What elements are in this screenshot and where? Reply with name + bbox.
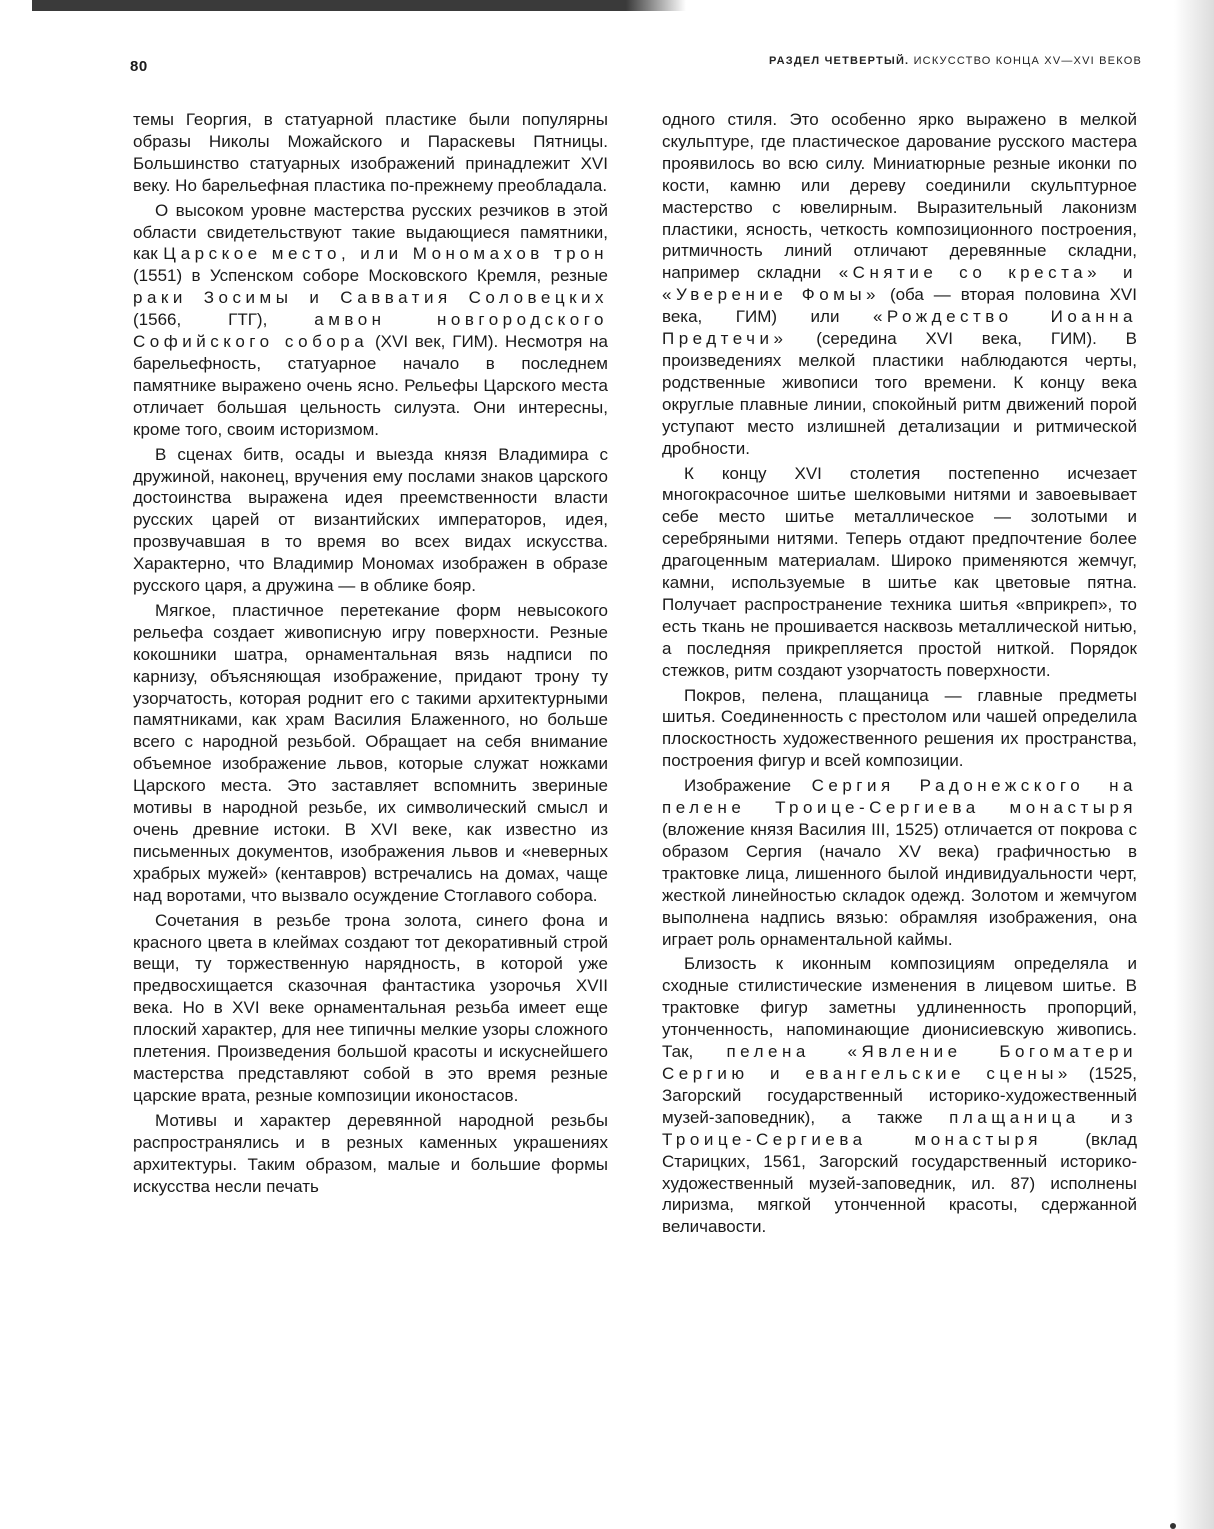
body-text: Мотивы и характер деревянной народной резьбы распространялись и в резных каменных украшениях архитектуры. Таким образом, малые и большие формы искусства несли печать xyxy=(133,1110,608,1196)
page-number: 80 xyxy=(130,58,148,75)
paragraph xyxy=(133,444,608,597)
body-text: Сочетания в резьбе трона золота, синего фона и красного цвета в клеймах создают тот декоративный строй вещи, ту торжественную нарядность, в которой уже предвосхищается сказочная фантастика узорочья XVII века. Но в XVI веке орнаментальная резьба имеет еще плоский характер, для нее типичны мелкие узоры сложного плетения. Произведения большой красоты и искуснейшего мастерства представляют собой в это время резные царские врата, резные композиции иконостасов. xyxy=(133,910,608,1105)
body-text: (вложение князя Василия III, 1525) отличается от покрова с образом Сергия (начало XV века) графичностью в трактовке лица, лишенного былой индивидуальности черт, жесткой линейностью складок одежд. Золотом и жемчугом выполнена надпись вязью: обрамляя изображения, она играет роль орнаментальной каймы. xyxy=(662,820,1137,949)
body-text: (1525, Загорский государственный историко-художественный музей-заповедник), а также xyxy=(662,1063,1137,1127)
body-text: О высоком уровне мастерства русских резчиков в этой области свидетельствуют такие выдающиеся памятники, как xyxy=(133,200,608,264)
scan-top-edge xyxy=(32,0,626,11)
body-text: (XVI век, ГИМ). Несмотря на барельефность, статуарное начало в последнем памятнике выражено очень ясно. Рельефы Царского места отличает большая цельность силуэта. Они интересны, кроме того, своим историзмом. xyxy=(133,332,608,439)
spaced-title-text: пелена «Явление Богоматери Сергию и евангельские сцены» xyxy=(662,1042,1137,1083)
spaced-title-text: амвон новгородского Софийского собора xyxy=(133,310,608,352)
paragraph xyxy=(133,200,608,441)
body-text: (1551) в Успенском соборе Московского Кремля, резные xyxy=(133,266,608,286)
paragraph xyxy=(133,910,608,1107)
spaced-title-text: «Рождество Иоанна Предтечи» xyxy=(662,307,1137,349)
spaced-title-text: плащаница из Троице-Сергиева монастыря xyxy=(662,1107,1137,1149)
scan-corner-mark xyxy=(1170,1523,1176,1529)
body-text: Изображение xyxy=(684,776,812,796)
spaced-title-text: Царское место, или Мономахов трон xyxy=(163,244,608,264)
body-text: Покров, пелена, плащаница — главные предметы шитья. Соединенность с престолом или чашей определила плоскостность художественного решения их пространства, построения фигур и всей композиции. xyxy=(662,685,1137,771)
paragraph xyxy=(133,1110,608,1198)
body-text: одного стиля. Это особенно ярко выражено в мелкой скульптуре, где пластическое дарование русского мастера проявилось во всю силу. Миниатюрные резные иконки по кости, камню или дереву соединили скульптурное мастерство с ювелирным. Выразительный лаконизм пластики, ясность, четкость композиционного построения, ритмичность линий отличают деревянные складни, например складни xyxy=(662,110,1137,283)
page-binding-shadow xyxy=(1174,0,1214,1529)
body-text: Близость к иконным композициям определяла и сходные стилистические изменения в лицевом шитье. В трактовке фигур заметны удлиненность пропорций, утонченность, напоминающие дионисиевскую живопись. Так, xyxy=(662,954,1137,1062)
body-text: К концу XVI столетия постепенно исчезает многокрасочное шитье шелковыми нитями и завоевывает себе место шитье металлическое — золотыми и серебряными нитями. Теперь отдают предпочтение более драгоценным материалам. Широко применяются жемчуг, камни, используемые в шитье как цветовые пятна. Получает распространение техника шитья «вприкреп», то есть ткань не прошивается насквозь металлической нитью, а последняя прикрепляется простой ниткой. Порядок стежков, ритм создают узорчатость поверхности. xyxy=(662,463,1137,680)
paragraph xyxy=(662,953,1137,1238)
running-head-section: РАЗДЕЛ ЧЕТВЕРТЫЙ. xyxy=(769,55,910,67)
body-text: (вклад Старицких, 1561, Загорский государственный историко-художественный музей-заповедник, ил. 87) исполнены лиризма, мягкой утонченной красоты, сдержанной величавости. xyxy=(662,1129,1137,1237)
left-text-column xyxy=(133,109,608,1197)
spaced-title-text: Сергия Радонежского на пелене Троице-Сергиева монастыря xyxy=(662,776,1138,818)
body-text: (1566, ГТГ), xyxy=(133,310,315,330)
paragraph xyxy=(662,463,1137,682)
running-head xyxy=(769,55,1142,67)
paragraph xyxy=(133,600,608,907)
scan-top-edge-fade xyxy=(626,0,686,11)
paragraph xyxy=(662,685,1137,773)
paragraph xyxy=(133,109,608,197)
body-text: темы Георгия, в статуарной пластике были популярны образы Николы Можайского и Параскевы Пятницы. Большинство статуарных изображений принадлежит XVI веку. Но барельефная пластика по-прежнему преобладала. xyxy=(133,110,608,195)
body-text: В сценах битв, осады и выезда князя Владимира с дружиной, наконец, вручения ему послами знаков царского достоинства выражена идея преемственности власти русских царей от византийских императоров, идея, прозвучавшая в то время во всех видах искусства. Характерно, что Владимир Мономах изображен в образе русского царя, а дружина — в облике бояр. xyxy=(133,444,608,596)
right-text-column xyxy=(662,109,1137,1238)
running-head-title: ИСКУССТВО КОНЦА XV—XVI ВЕКОВ xyxy=(913,55,1142,67)
body-text: Мягкое, пластичное перетекание форм невысокого рельефа создает живописную игру поверхности. Резные кокошники шатра, орнаментальная вязь надписи по карнизу, объясняющая изображение, придают трону ту узорчатость, которая роднит его с такими архитектурными памятниками, как храм Василия Блаженного, но больше всего с народной резьбой. Обращает на себя внимание объемное изображение львов, которые служат ножками Царского места. Это заставляет вспомнить звериные мотивы в народной резьбе, их символический смысл и очень древние истоки. В XVI веке, как известно из письменных документов, изображения львов и «неверных храбрых мужей» (кентавров) встречались на домах, чаще над воротами, что вызвало осуждение Стоглавого собора. xyxy=(133,600,608,905)
body-text: (оба — вторая половина XVI века, ГИМ) или xyxy=(662,285,1137,327)
body-text: (середина XVI века, ГИМ). В произведениях мелкой пластики наблюдаются черты, родственные живописи того времени. К концу века округлые плавные линии, спокойный ритм движений порой уступают место излишней детализации и ритмической дробности. xyxy=(662,329,1137,458)
spaced-title-text: «Снятие со креста» и «Уверение Фомы» xyxy=(662,263,1137,305)
paragraph xyxy=(662,109,1137,460)
paragraph xyxy=(662,775,1137,950)
spaced-title-text: раки Зосимы и Савватия Соловецких xyxy=(133,288,608,308)
